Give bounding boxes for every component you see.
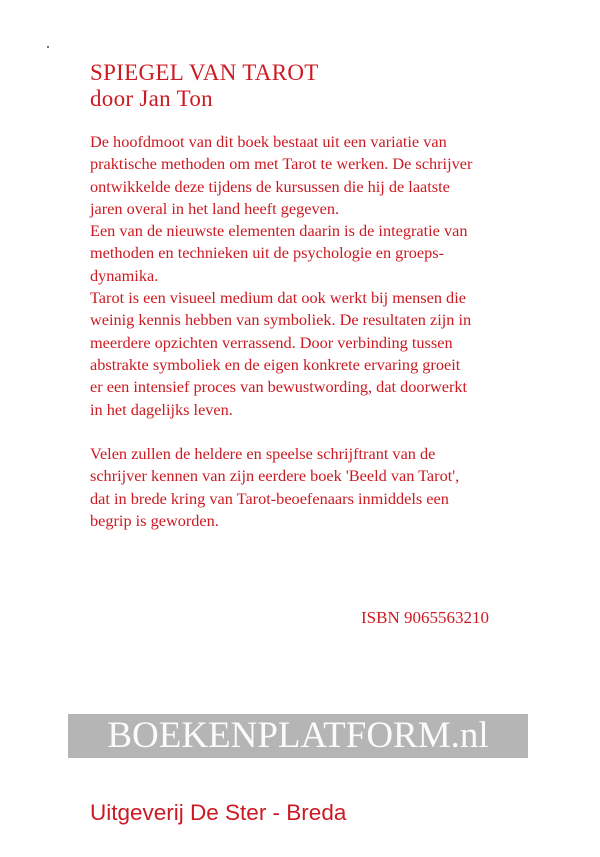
blurb-line: praktische methoden om met Tarot te werken. De schrijver <box>90 154 473 174</box>
blurb-line: er een intensief proces van bewustwording, dat doorwerkt <box>90 377 468 397</box>
watermark-text: BOEKENPLATFORM.nl <box>107 715 489 756</box>
blurb-line: De hoofdmoot van dit boek bestaat uit een variatie van <box>90 132 447 151</box>
blurb-line: schrijver kennen van zijn eerdere boek 'Beeld van Tarot', <box>90 466 460 486</box>
blurb-line: in het dagelijks leven. <box>90 399 233 419</box>
book-author: door Jan Ton <box>90 86 213 111</box>
blurb-line: weinig kennis hebben van symboliek. De resultaten zijn in <box>90 310 472 330</box>
blurb-line: Tarot is een visueel medium dat ook werkt bij mensen die <box>90 288 466 308</box>
blurb-line: dynamika. <box>90 265 159 285</box>
book-title: SPIEGEL VAN TAROT <box>90 60 319 85</box>
blurb-text <box>90 131 530 532</box>
isbn-number: ISBN 9065563210 <box>361 608 489 627</box>
blurb-line: begrip is geworden. <box>90 511 219 531</box>
print-speck <box>47 46 49 48</box>
blurb-line: ontwikkelde deze tijdens de kursussen die hij de laatste <box>90 176 450 196</box>
blurb-line: Een van de nieuwste elementen daarin is de integratie van <box>90 221 468 241</box>
blurb-line: methoden en technieken uit de psychologie en groeps- <box>90 243 445 263</box>
blurb-line: meerdere opzichten verrassend. Door verbinding tussen <box>90 332 453 352</box>
blurb-paragraph-gap <box>90 421 530 443</box>
blurb-line: dat in brede kring van Tarot-beoefenaars inmiddels een <box>90 488 449 508</box>
blurb-line: Velen zullen de heldere en speelse schrijftrant van de <box>90 444 436 464</box>
publisher-name: Uitgeverij De Ster - Breda <box>90 800 347 825</box>
blurb-line: abstrakte symboliek en de eigen konkrete ervaring groeit <box>90 354 461 374</box>
blurb-line: jaren overal in het land heeft gegeven. <box>90 198 340 218</box>
